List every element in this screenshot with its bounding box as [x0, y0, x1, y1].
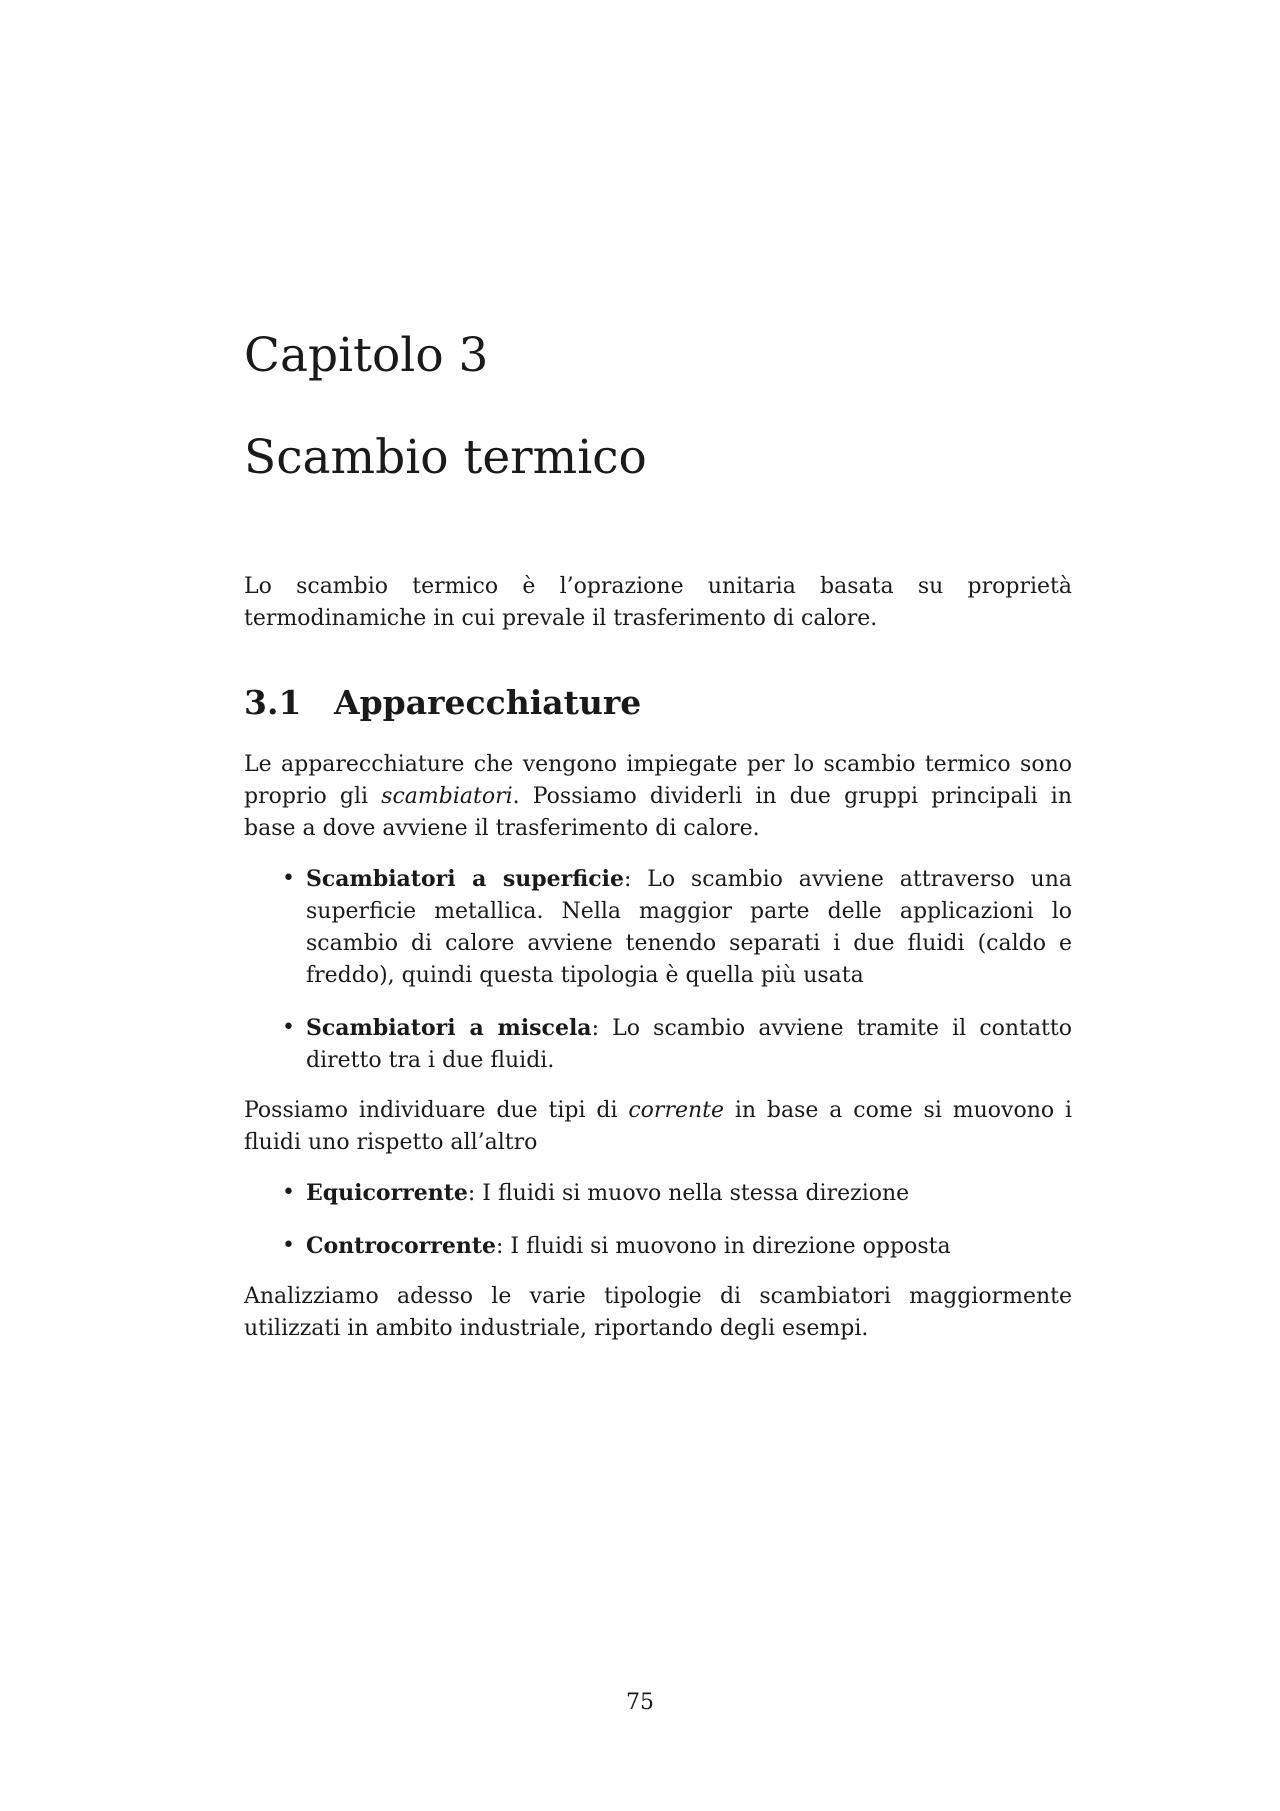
- list-item-text: : Lo scambio avviene tramite il contatto diretto tra i due fluidi.: [306, 1015, 1072, 1073]
- paragraph-text: in base a come si muovono i fluidi uno rispetto all’altro: [244, 1097, 1072, 1155]
- exchanger-types-list: [244, 863, 1072, 1077]
- list-item-term: Scambiatori a miscela: [306, 1014, 592, 1041]
- flow-types-list: [244, 1177, 1072, 1263]
- chapter-label: Capitolo 3: [244, 328, 489, 383]
- section-paragraph-2: [244, 1095, 1072, 1159]
- bullet-icon: •: [282, 1232, 295, 1258]
- list-item-term: Equicorrente: [306, 1179, 468, 1206]
- list-item: [282, 1230, 1072, 1263]
- section-title: Apparecchiature: [334, 683, 642, 723]
- list-item-term: Scambiatori a superficie: [306, 865, 624, 892]
- page-content: [244, 330, 1072, 1345]
- emphasis-text: scambiatori: [381, 783, 513, 809]
- section-heading: [244, 683, 1072, 723]
- list-item: [282, 1012, 1072, 1077]
- bullet-icon: •: [282, 865, 295, 891]
- list-item: [282, 863, 1072, 992]
- intro-paragraph: Lo scambio termico è l’oprazione unitaria basata su proprietà termodinamiche in cui prevale il trasferimento di calore.: [244, 574, 1072, 632]
- paragraph-text: . Possiamo dividerli in due gruppi principali in base a dove avviene il trasferimento di calore.: [244, 783, 1072, 841]
- list-item-text: : I fluidi si muovo nella stessa direzione: [467, 1180, 910, 1206]
- chapter-title: Scambio termico: [244, 429, 647, 485]
- section-paragraph-1: [244, 749, 1072, 845]
- paragraph-text: Le apparecchiature che vengono impiegate per lo scambio termico sono proprio gli: [244, 751, 1072, 809]
- emphasis-text: corrente: [628, 1097, 725, 1123]
- bullet-icon: •: [282, 1014, 295, 1040]
- bullet-icon: •: [282, 1179, 295, 1205]
- paragraph-text: Possiamo individuare due tipi di: [244, 1097, 629, 1123]
- list-item-text: : I fluidi si muovono in direzione opposta: [496, 1233, 951, 1259]
- page-number: 75: [626, 1690, 654, 1715]
- list-item: [282, 1177, 1072, 1210]
- list-item-text: : Lo scambio avviene attraverso una superficie metallica. Nella maggior parte delle applicazioni lo scambio di calore avviene tenendo separati i due fluidi (caldo e freddo), quindi questa tipologia è quella più usata: [306, 866, 1072, 988]
- list-item-term: Controcorrente: [306, 1232, 497, 1259]
- section-number: 3.1: [244, 683, 302, 723]
- section-paragraph-3: Analizziamo adesso le varie tipologie di scambiatori maggiormente utilizzati in ambito industriale, riportando degli esempi.: [244, 1283, 1072, 1341]
